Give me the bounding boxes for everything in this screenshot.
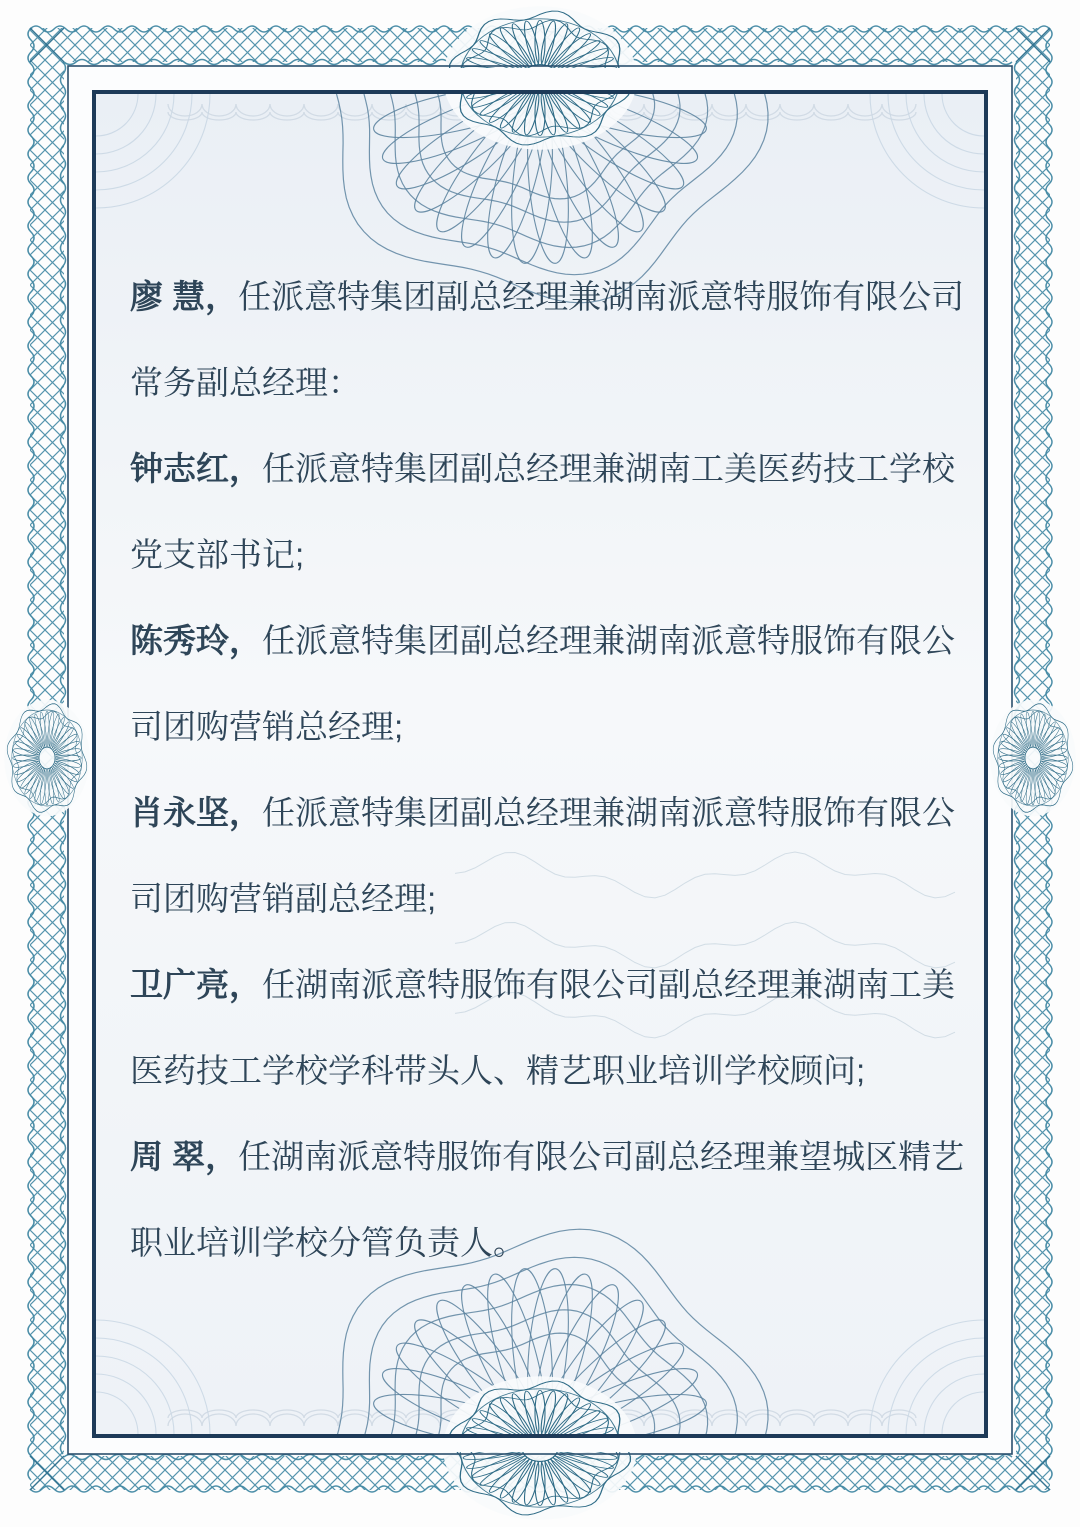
appointment-entry bbox=[130, 942, 976, 1114]
right-medallion bbox=[990, 700, 1075, 816]
appointment-text: 任湖南派意特服饰有限公司副总经理兼望城区精艺职业培训学校分管负责人。 bbox=[130, 1138, 965, 1261]
person-name: 陈秀玲， bbox=[130, 622, 262, 659]
left-medallion bbox=[4, 700, 89, 816]
appointment-entry bbox=[130, 254, 976, 426]
appointment-entry bbox=[130, 770, 976, 942]
appointment-text: 任湖南派意特服饰有限公司副总经理兼湖南工美医药技工学校学科带头人、精艺职业培训学校顾问; bbox=[130, 966, 955, 1089]
appointments-text-block bbox=[130, 254, 976, 1286]
person-name: 钟志红， bbox=[130, 450, 262, 487]
appointment-text: 任派意特集团副总经理兼湖南派意特服饰有限公司团购营销总经理; bbox=[130, 622, 955, 745]
person-name: 肖永坚， bbox=[130, 794, 262, 831]
appointment-entry bbox=[130, 1114, 976, 1286]
appointment-text: 任派意特集团副总经理兼湖南工美医药技工学校党支部书记; bbox=[130, 450, 955, 573]
appointment-text: 任派意特集团副总经理兼湖南派意特服饰有限公司团购营销副总经理; bbox=[130, 794, 955, 917]
appointment-entry bbox=[130, 598, 976, 770]
person-name: 廖 慧， bbox=[130, 278, 239, 315]
appointment-entry bbox=[130, 426, 976, 598]
person-name: 周 翠， bbox=[130, 1138, 239, 1175]
person-name: 卫广亮， bbox=[130, 966, 262, 1003]
appointment-text: 任派意特集团副总经理兼湖南派意特服饰有限公司常务副总经理： bbox=[130, 278, 965, 401]
